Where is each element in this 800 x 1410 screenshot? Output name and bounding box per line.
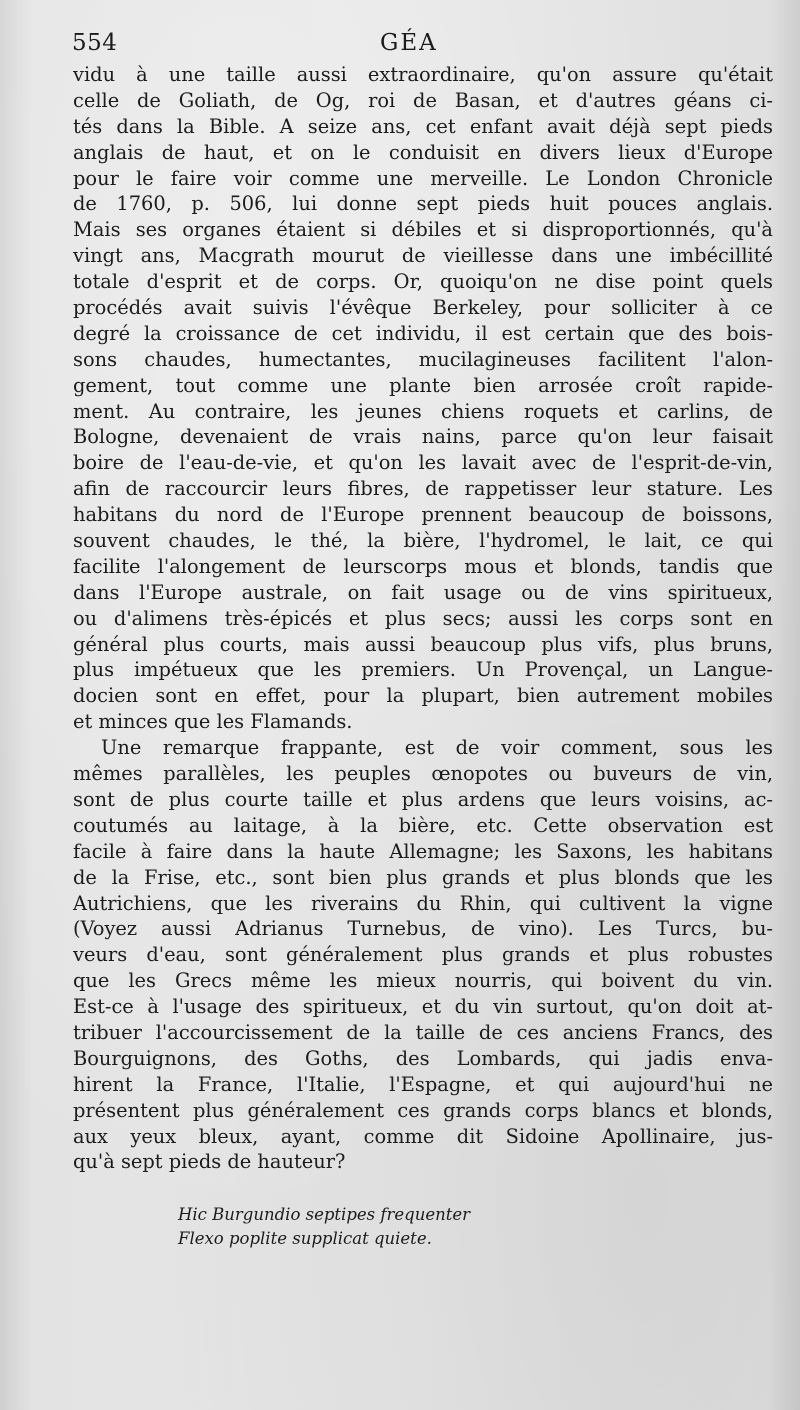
text-line: Bologne, devenaient de vrais nains, parce qu'on leur faisait (73, 425, 773, 449)
text-line: que les Grecs même les mieux nourris, qui boivent du vin. (73, 969, 773, 993)
text-line: sont de plus courte taille et plus ardens que leurs voisins, ac- (73, 787, 773, 811)
paragraph-end-line: et minces que les Flamands. (73, 710, 353, 734)
text-line: de la Frise, etc., sont bien plus grands et plus blonds que les (73, 865, 773, 889)
text-line: tribuer l'accourcissement de la taille de ces anciens Francs, des (73, 1020, 773, 1044)
text-line: celle de Goliath, de Og, roi de Basan, et d'autres géans ci- (73, 88, 773, 112)
text-line: Bourguignons, des Goths, des Lombards, qui jadis enva- (73, 1046, 773, 1070)
text-line: coutumés au laitage, à la bière, etc. Cette observation est (73, 813, 773, 837)
text-line: (Voyez aussi Adrianus Turnebus, de vino). Les Turcs, bu- (73, 917, 773, 941)
text-line: Autrichiens, que les riverains du Rhin, qui cultivent la vigne (73, 891, 773, 915)
text-line: Mais ses organes étaient si débiles et si disproportionnés, qu'à (73, 218, 773, 242)
text-line: ou d'alimens très-épicés et plus secs; aussi les corps sont en (73, 606, 773, 630)
text-line: de 1760, p. 506, lui donne sept pieds huit pouces anglais. (73, 192, 773, 216)
text-line: général plus courts, mais aussi beaucoup plus vifs, plus bruns, (73, 632, 773, 656)
paragraph-end-line: qu'à sept pieds de hauteur? (73, 1150, 346, 1174)
text-line: gement, tout comme une plante bien arrosée croît rapide- (73, 373, 773, 397)
page-number: 554 (72, 30, 118, 56)
body-text (73, 62, 773, 1175)
paragraph-start-line: Une remarque frappante, est de voir comment, sous les (101, 736, 773, 760)
text-line: afin de raccourcir leurs fibres, de rappetisser leur stature. Les (73, 477, 773, 501)
text-line: degré la croissance de cet individu, il est certain que des bois- (73, 321, 773, 345)
text-line: docien sont en effet, pour la plupart, bien autrement mobiles (73, 684, 773, 708)
text-line: ment. Au contraire, les jeunes chiens roquets et carlins, de (73, 399, 773, 423)
text-line: veurs d'eau, sont généralement plus grands et plus robustes (73, 943, 773, 967)
running-head: GÉA (380, 30, 438, 56)
text-line: dans l'Europe australe, on fait usage ou de vins spiritueux, (73, 580, 773, 604)
text-line: vidu à une taille aussi extraordinaire, qu'on assure qu'était (73, 63, 773, 86)
text-line: hirent la France, l'Italie, l'Espagne, et qui aujourd'hui ne (73, 1072, 773, 1096)
text-line: vingt ans, Macgrath mourut de vieillesse dans une imbécillité (73, 244, 773, 268)
text-line: boire de l'eau-de-vie, et qu'on les lavait avec de l'esprit-de-vin, (73, 451, 773, 475)
text-line: habitans du nord de l'Europe prennent beaucoup de boissons, (73, 503, 773, 527)
text-line: totale d'esprit et de corps. Or, quoiqu'on ne dise point quels (73, 270, 773, 294)
text-line: anglais de haut, et on le conduisit en divers lieux d'Europe (73, 140, 773, 164)
text-line: facile à faire dans la haute Allemagne; les Saxons, les habitans (73, 839, 773, 863)
text-line: présentent plus généralement ces grands corps blancs et blonds, (73, 1098, 773, 1122)
text-line: sons chaudes, humectantes, mucilagineuses facilitent l'alon- (73, 347, 773, 371)
latin-quote (178, 1203, 538, 1251)
text-line: tés dans la Bible. A seize ans, cet enfant avait déjà sept pieds (73, 114, 773, 138)
text-line: souvent chaudes, le thé, la bière, l'hydromel, le lait, ce qui (73, 529, 773, 553)
quote-line: Hic Burgundio septipes frequenter (178, 1205, 470, 1224)
text-line: procédés avait suivis l'évêque Berkeley, pour solliciter à ce (73, 296, 773, 320)
text-line: Est-ce à l'usage des spiritueux, et du vin surtout, qu'on doit at- (73, 995, 773, 1019)
text-line: plus impétueux que les premiers. Un Provençal, un Langue- (73, 658, 773, 682)
text-line: aux yeux bleux, ayant, comme dit Sidoine Apollinaire, jus- (73, 1124, 773, 1148)
text-line: mêmes parallèles, les peuples œnopotes ou buveurs de vin, (73, 762, 773, 786)
page-header (70, 26, 770, 64)
text-line: pour le faire voir comme une merveille. Le London Chronicle (73, 166, 773, 190)
quote-line: Flexo poplite supplicat quiete. (178, 1229, 432, 1248)
text-line: facilite l'alongement de leurscorps mous et blonds, tandis que (73, 554, 773, 578)
